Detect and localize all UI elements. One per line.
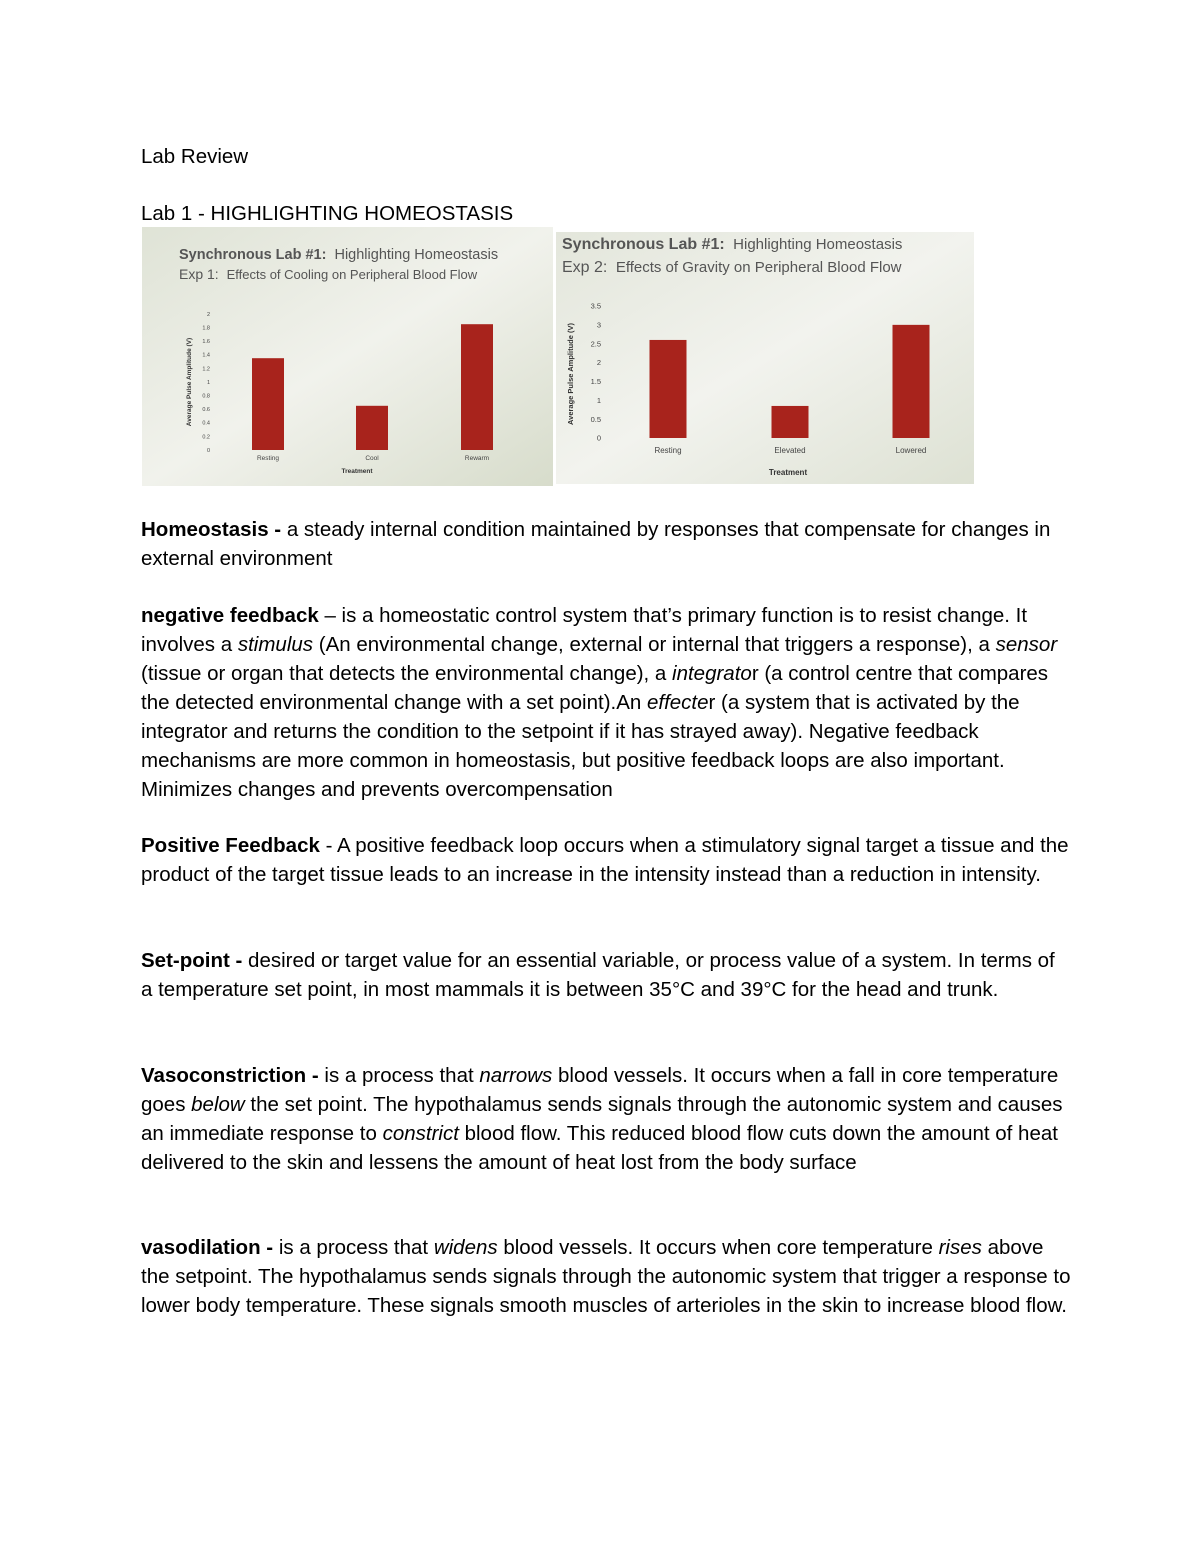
- chart-exp2-category-label: Lowered: [895, 446, 927, 455]
- chart-exp1-bar-cool: [356, 406, 388, 450]
- term-positive-feedback: Positive Feedback: [141, 834, 320, 857]
- chart-exp2-ytick-label: 2.5: [590, 339, 601, 349]
- text-set-point: desired or target value for an essential variable, or process value of a system. In terms of a temperature set point, in most mammals it is between 35°C and 39°C for the head and trunk.: [141, 949, 1055, 1001]
- text-vasoconstriction-2: blood vessels. It occurs when a fall in core temperature goes: [141, 1064, 1059, 1116]
- italic-widens: widens: [433, 1236, 498, 1259]
- term-set-point: Set-point -: [141, 949, 243, 972]
- text-negative-feedback-1: – is a homeostatic control system that’s primary function is to resist change. It involves a: [141, 604, 1028, 656]
- definition-set-point: [141, 946, 1071, 1004]
- chart-exp2-ylabel: Average Pulse Amplitude (V): [566, 323, 575, 425]
- chart-exp2-subtitle: Effects of Gravity on Peripheral Blood Flow: [615, 259, 902, 276]
- chart-exp1-category-label: Resting: [256, 455, 280, 462]
- chart-exp1-ytick-label: 0.6: [202, 407, 210, 414]
- text-vasodilation-1: is a process that: [273, 1236, 434, 1259]
- definition-positive-feedback: [141, 831, 1071, 889]
- text-vasoconstriction-1: is a process that: [318, 1064, 480, 1087]
- term-vasodilation: vasodilation -: [141, 1236, 274, 1259]
- italic-below: below: [191, 1093, 245, 1116]
- italic-stimulus: stimulus: [237, 633, 314, 656]
- text-homeostasis: a steady internal condition maintained by responses that compensate for changes in external environment: [141, 518, 1051, 570]
- term-vasoconstriction: Vasoconstriction -: [141, 1064, 319, 1087]
- term-homeostasis: Homeostasis -: [141, 518, 282, 541]
- chart-exp2-xlabel: Treatment: [768, 468, 808, 477]
- text-vasoconstriction-4: blood flow. This reduced blood flow cuts down the amount of heat delivered to the skin and lessens the amount of heat lost from the body surface: [141, 1122, 1058, 1174]
- chart-exp2-ytick-label: 0: [596, 433, 601, 443]
- chart-exp2-title: Synchronous Lab #1:: [562, 236, 725, 253]
- chart-exp2-title-suffix: Highlighting Homeostasis: [733, 236, 903, 253]
- text-positive-feedback: - A positive feedback loop occurs when a stimulatory signal target a tissue and the product of the target tissue leads to an increase in the intensity instead than a reduction in intensity.: [141, 834, 1069, 886]
- italic-integrator: integrato: [672, 662, 752, 685]
- definition-vasodilation: [141, 1233, 1071, 1320]
- chart-exp2-ytick-label: 1.5: [590, 377, 601, 387]
- chart-exp2-ytick-label: 2: [596, 358, 601, 368]
- chart-exp2-category-label: Elevated: [774, 446, 806, 455]
- svg-text:Synchronous Lab #1: Hi: [179, 247, 498, 263]
- chart-exp1-subtitle-prefix: Exp 1:: [179, 266, 219, 282]
- chart-exp2: [556, 232, 974, 484]
- chart-exp1-ytick-label: 0.4: [202, 420, 210, 427]
- chart-exp2-bar-resting: [650, 340, 687, 438]
- italic-sensor: sensor: [995, 633, 1058, 656]
- italic-constrict: constrict: [382, 1122, 459, 1145]
- chart-exp1-subtitle: Effects of Cooling on Peripheral Blood Flow: [226, 267, 478, 282]
- chart-exp2-bar-elevated: [772, 406, 809, 438]
- chart-exp1-ytick-label: 2: [206, 311, 210, 318]
- italic-narrows: narrows: [479, 1064, 553, 1087]
- svg-text:Synchronous Lab #1: Hi: [562, 236, 902, 253]
- text-negative-feedback-3: (tissue or organ that detects the environmental change), a: [141, 662, 673, 685]
- chart-exp2-subtitle-prefix: Exp 2:: [562, 259, 608, 276]
- text-negative-feedback-5: r (a system that is activated by the integrator and returns the condition to the setpoint if it has strayed away). Negative feedback mechanisms are more common in homeostasis, but positive feedback loops are also important. Minimizes changes and prevents overcompensation: [141, 691, 1020, 801]
- chart-exp2-category-label: Resting: [654, 446, 682, 455]
- chart-exp2-ytick-label: 1: [596, 395, 601, 405]
- chart-exp1-ylabel: Average Pulse Amplitude (V): [186, 337, 193, 427]
- text-vasodilation-3: above the setpoint. The hypothalamus sends signals through the autonomic system that trigger a response to lower body temperature. These signals smooth muscles of arterioles in the skin to increase blood flow.: [141, 1236, 1071, 1317]
- chart-exp1-ytick-label: 0.2: [202, 434, 210, 441]
- chart-exp1-bar-resting: [252, 358, 284, 450]
- chart-exp1-bar-rewarm: [461, 324, 493, 450]
- chart-exp2-ytick-label: 0.5: [590, 414, 601, 424]
- chart-exp1-xlabel: Treatment: [341, 468, 373, 475]
- chart-exp1-ytick-label: 0: [206, 447, 210, 454]
- text-vasoconstriction-3: the set point. The hypothalamus sends signals through the autonomic system and causes an immediate response to: [141, 1093, 1063, 1145]
- italic-effecter: effecte: [646, 691, 709, 714]
- chart-exp2-ytick-label: 3.5: [590, 301, 601, 311]
- text-vasodilation-2: blood vessels. It occurs when core temperature: [497, 1236, 939, 1259]
- chart-exp1-category-label: Rewarm: [464, 455, 490, 462]
- chart-exp1: [142, 227, 553, 486]
- definition-negative-feedback: [141, 601, 1071, 804]
- text-negative-feedback-2: (An environmental change, external or internal that triggers a response), a: [313, 633, 996, 656]
- definition-vasoconstriction: [141, 1061, 1071, 1177]
- term-negative-feedback: negative feedback: [141, 604, 319, 627]
- chart-exp1-category-label: Cool: [365, 455, 379, 462]
- chart-exp2-svg: [556, 232, 974, 484]
- chart-exp1-title: Synchronous Lab #1:: [179, 247, 327, 263]
- chart-exp1-ytick-label: 1.2: [202, 366, 210, 373]
- chart-exp2-bar-lowered: [893, 325, 930, 438]
- lab-heading: Lab 1 - HIGHLIGHTING HOMEOSTASIS: [141, 202, 514, 225]
- text-negative-feedback-4: r (a control centre that compares the detected environmental change with a set point).An: [141, 662, 1049, 714]
- chart-exp1-ytick-label: 1.4: [202, 352, 210, 359]
- chart-exp2-ytick-label: 3: [596, 320, 601, 330]
- chart-exp1-title-suffix: Highlighting Homeostasis: [334, 247, 499, 263]
- chart-exp1-ytick-label: 1.6: [202, 339, 210, 346]
- chart-exp1-ytick-label: 0.8: [202, 393, 210, 400]
- italic-rises: rises: [938, 1236, 982, 1259]
- chart-exp1-svg: [142, 227, 553, 486]
- chart-exp1-ytick-label: 1.8: [202, 325, 210, 332]
- chart-exp1-ytick-label: 1: [206, 379, 210, 386]
- definition-homeostasis: [141, 515, 1071, 573]
- document-title: Lab Review: [141, 145, 249, 168]
